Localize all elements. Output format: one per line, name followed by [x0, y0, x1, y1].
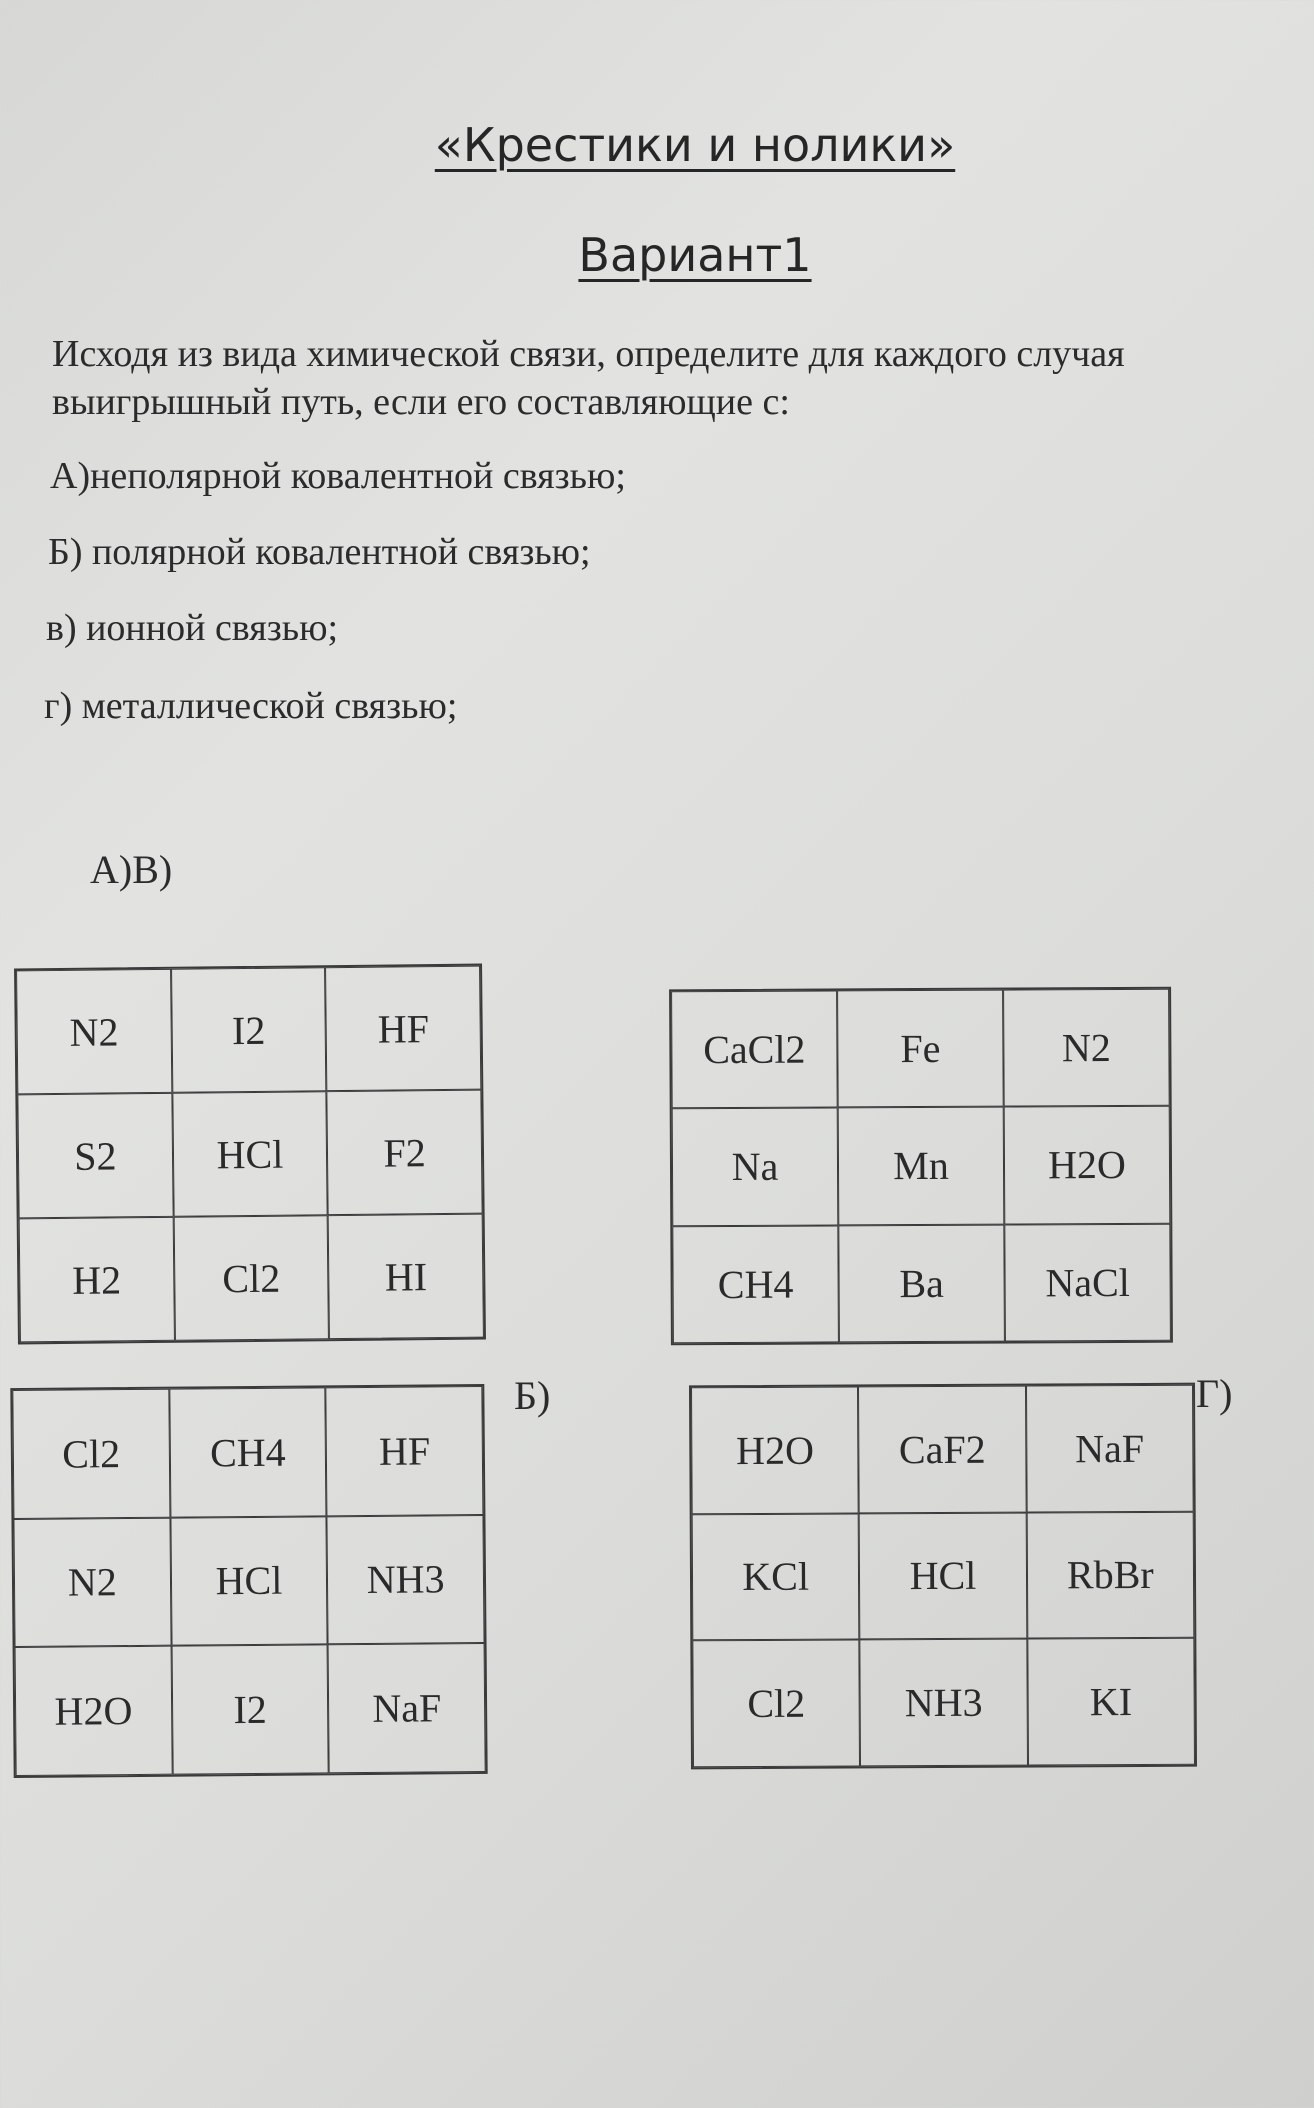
- variant-title: Вариант1: [578, 228, 812, 282]
- grid-b-cell: N2: [13, 1517, 171, 1647]
- grid-a-cell: S2: [17, 1093, 173, 1219]
- grid-v-cell: CaCl2: [671, 990, 838, 1108]
- tic-tac-toe-grid-g: [689, 1383, 1197, 1770]
- grid-b-cell: I2: [171, 1645, 329, 1775]
- instructions-line-1: Исходя из вида химической связи, определите для каждого случая: [52, 333, 1125, 375]
- grid-g-cell: NH3: [860, 1639, 1028, 1767]
- grid-b-cell: NaF: [328, 1643, 486, 1773]
- grid-g-cell: RbBr: [1026, 1511, 1194, 1639]
- instructions-line-2: выигрышный путь, если его составляющие с:: [52, 381, 790, 423]
- grid-a-cell: Cl2: [173, 1215, 329, 1341]
- grid-v-cell: Mn: [838, 1107, 1005, 1225]
- tic-tac-toe-grid-v: [669, 987, 1173, 1346]
- grid-a-cell: I2: [171, 967, 327, 1093]
- tic-tac-toe-grid-b: [10, 1384, 487, 1778]
- label-b: Б): [514, 1373, 551, 1418]
- grid-a-cell: HCl: [172, 1091, 328, 1217]
- worksheet-title: «Крестики и нолики»: [434, 118, 956, 172]
- option-b: Б) полярной ковалентной связью;: [48, 531, 591, 573]
- grid-g-cell: KCl: [692, 1513, 860, 1641]
- grid-v-cell: Fe: [837, 990, 1004, 1108]
- grid-b-cell: HCl: [170, 1516, 328, 1646]
- grid-b-cell: H2O: [15, 1646, 173, 1776]
- grid-b-cell: CH4: [169, 1387, 327, 1517]
- grid-g-cell: Cl2: [692, 1640, 860, 1768]
- grid-b-cell: Cl2: [12, 1389, 170, 1519]
- instructions: [52, 330, 1125, 426]
- grid-a-cell: HI: [328, 1214, 484, 1340]
- grid-v-cell: N2: [1003, 989, 1170, 1107]
- grid-g-cell: NaF: [1026, 1385, 1194, 1513]
- option-a: А)неполярной ковалентной связью;: [50, 455, 626, 497]
- grid-g-cell: KI: [1027, 1638, 1195, 1766]
- tic-tac-toe-grid-a: [14, 964, 486, 1345]
- option-v: в) ионной связью;: [46, 607, 339, 649]
- grid-v-cell: CH4: [672, 1225, 839, 1343]
- grid-v-cell: H2O: [1004, 1106, 1171, 1224]
- grid-v-cell: Na: [672, 1108, 839, 1226]
- grid-a-cell: F2: [327, 1090, 483, 1216]
- grid-v-cell: Ba: [838, 1224, 1005, 1342]
- grid-b-cell: NH3: [327, 1515, 485, 1645]
- label-g: Г): [1196, 1371, 1233, 1416]
- grid-v-cell: NaCl: [1004, 1223, 1171, 1341]
- grid-a-cell: HF: [325, 966, 481, 1092]
- option-g: г) металлической связью;: [44, 685, 458, 727]
- grid-a-cell: N2: [16, 969, 172, 1095]
- grid-g-cell: HCl: [859, 1512, 1027, 1640]
- label-a-v: А)В): [90, 847, 173, 892]
- grid-g-cell: H2O: [691, 1386, 859, 1514]
- grid-g-cell: CaF2: [858, 1386, 1026, 1514]
- grid-a-cell: H2: [19, 1217, 175, 1343]
- grid-b-cell: HF: [326, 1386, 484, 1516]
